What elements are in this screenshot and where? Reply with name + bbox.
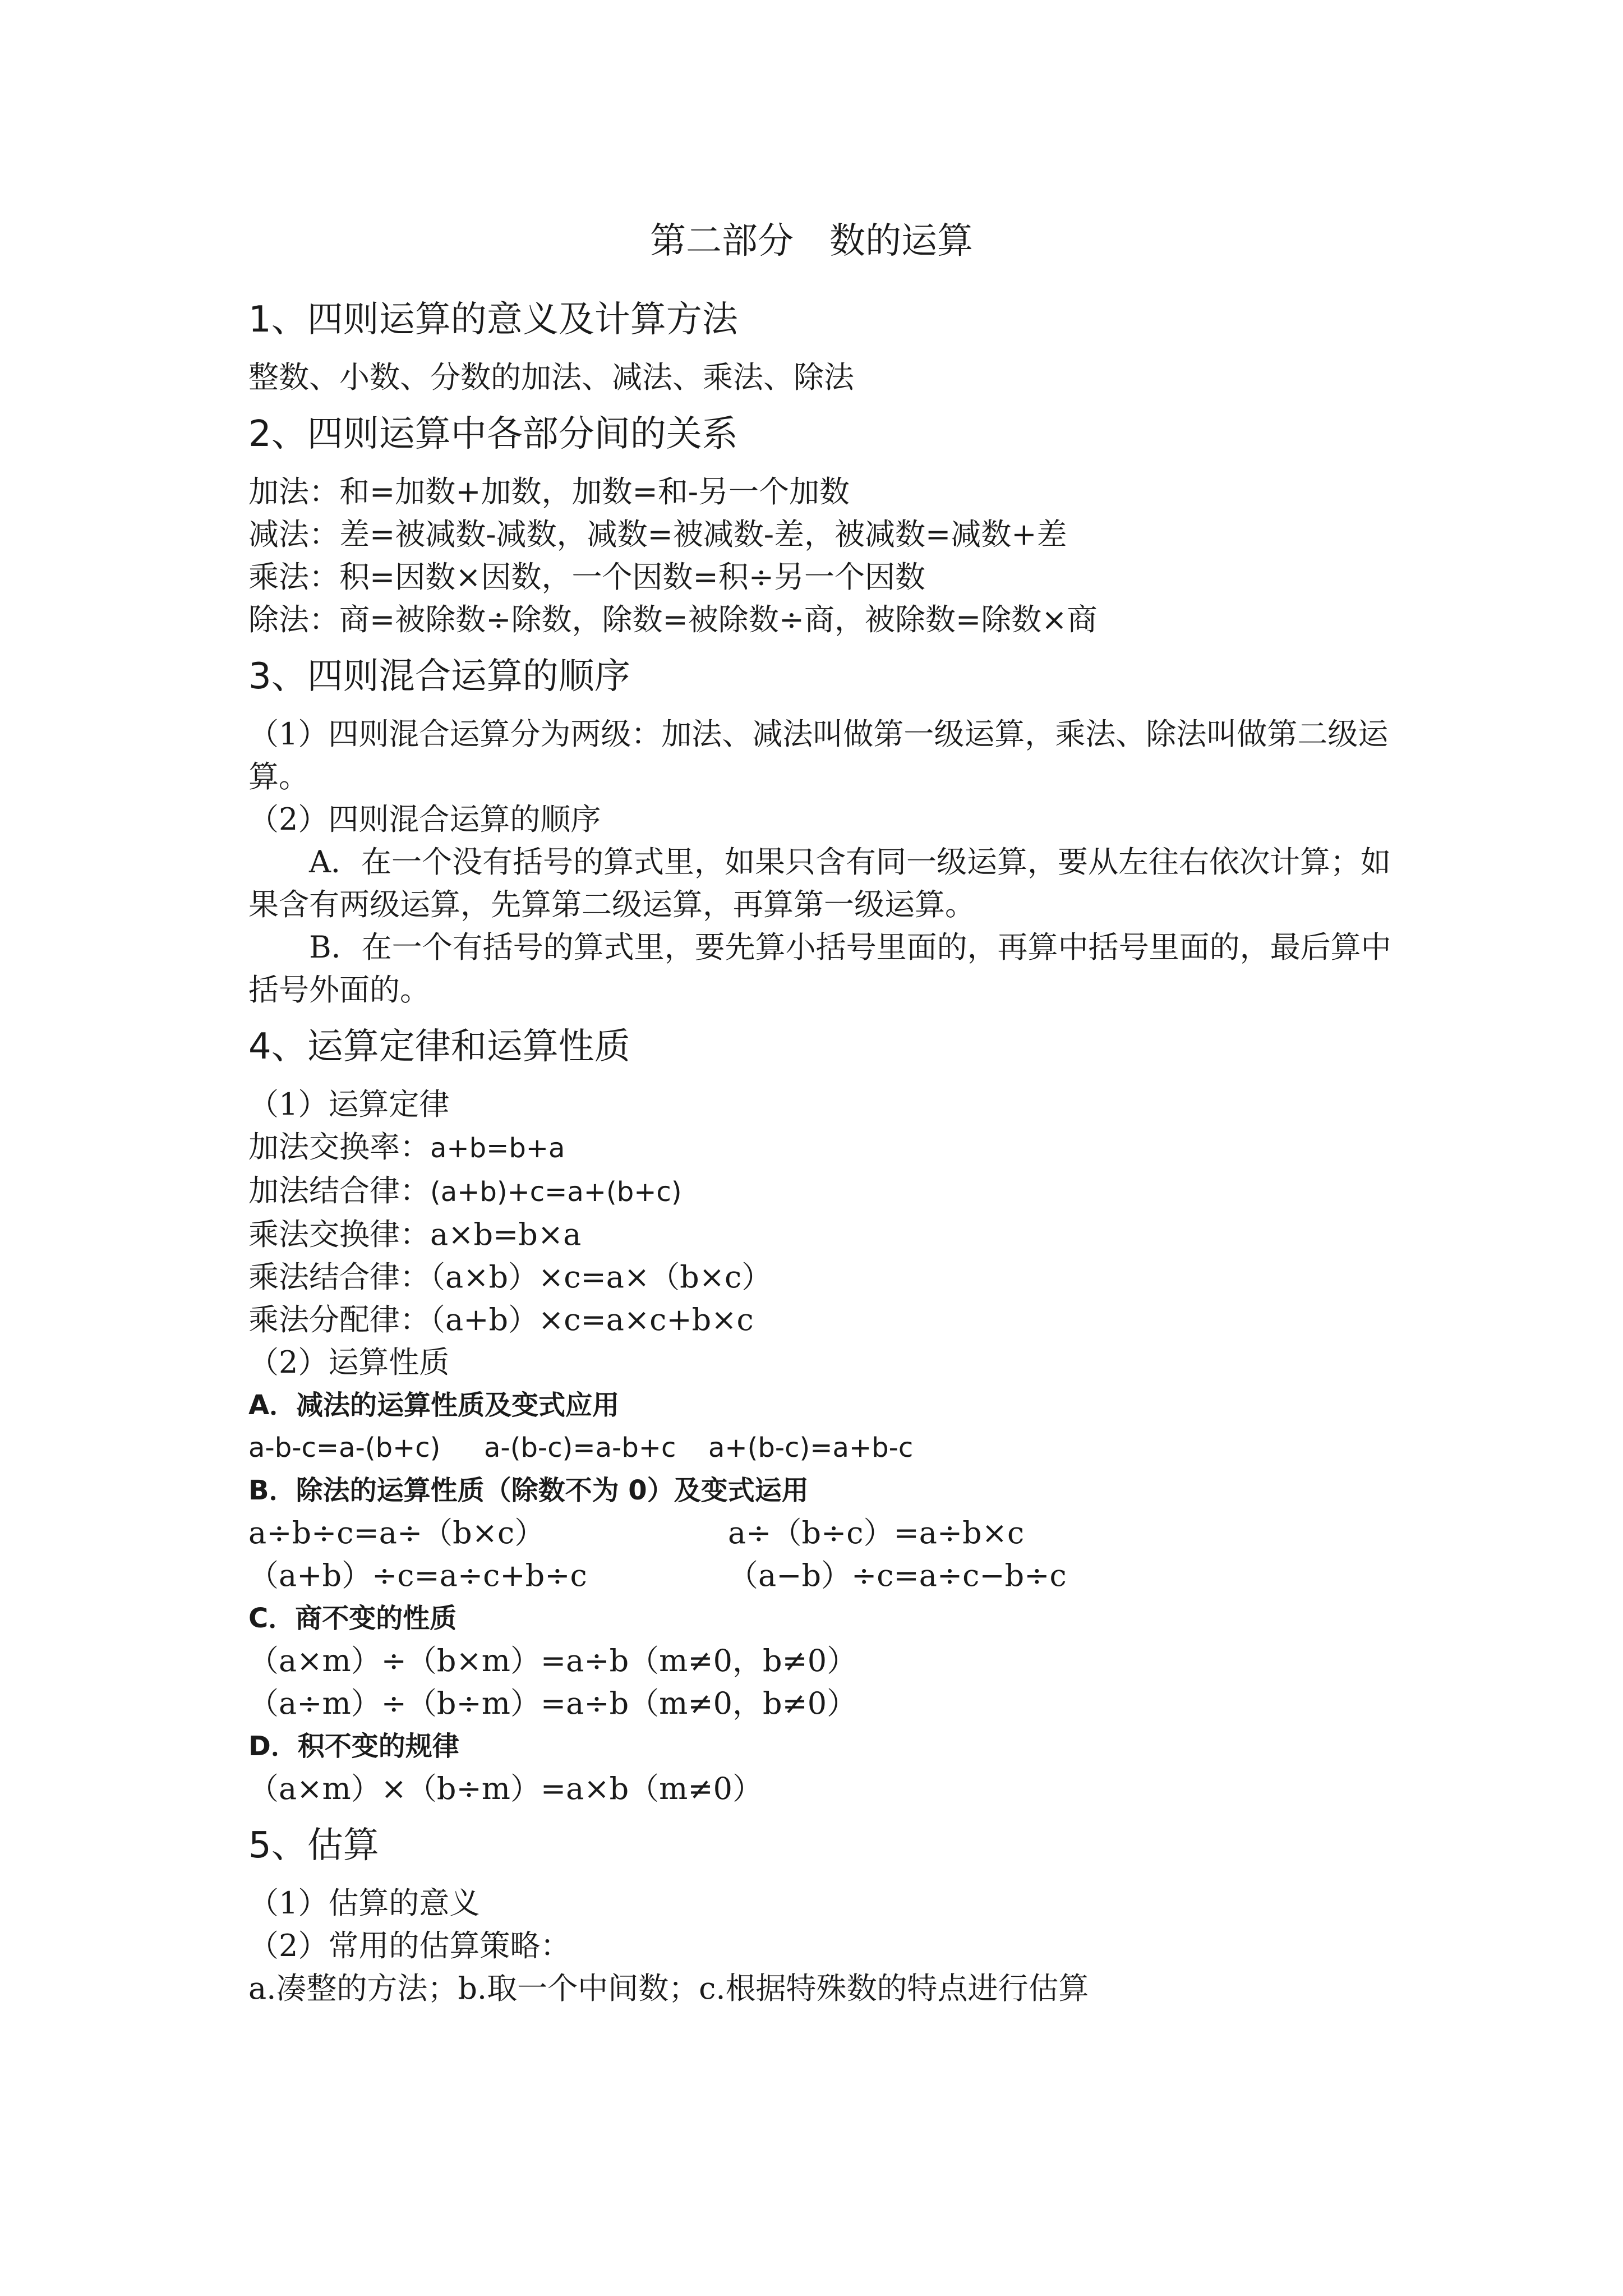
property-b-row (248, 1512, 1393, 1554)
formula: a-(b-c)=a-b+c (484, 1432, 676, 1464)
section-2-heading: 2、四则运算中各部分间的关系 (248, 413, 738, 455)
law-formula: (a+b)+c=a+(b+c) (430, 1176, 682, 1208)
estimation-strategies: a.凑整的方法；b.取一个中间数；c.根据特殊数的特点进行估算 (248, 1971, 1089, 2006)
formula: （a+b）÷c=a÷c+b÷c (248, 1558, 587, 1593)
formula: a÷（b÷c）=a÷b×c (728, 1515, 1025, 1550)
relations-list (248, 471, 1393, 641)
page-title: 第二部分 数的运算 (650, 220, 973, 262)
formula: （a×m）÷（b×m）=a÷b（m≠0，b≠0） (248, 1643, 857, 1678)
relation-addition: 加法：和=加数+加数，加数=和-另一个加数 (248, 474, 850, 509)
relation-division: 除法：商=被除数÷除数，除数=被除数÷商，被除数=除数×商 (248, 602, 1098, 637)
law-item (248, 1126, 1393, 1170)
law-label: 加法交换率： (248, 1129, 430, 1165)
property-b-row (248, 1554, 1393, 1597)
law-label: 加法结合律： (248, 1173, 430, 1208)
estimation-meaning: （1）估算的意义 (248, 1885, 480, 1921)
order-rule-b: B．在一个有括号的算式里，要先算小括号里面的，再算中括号里面的，最后算中括号外面的。 (248, 930, 1391, 1007)
law-formula: a×b=b×a (430, 1217, 582, 1252)
section-5-heading: 5、估算 (248, 1825, 379, 1866)
law-formula: （a+b）×c=a×c+b×c (430, 1302, 754, 1337)
formula: （a−b）÷c=a÷c−b÷c (728, 1558, 1067, 1593)
law-item (248, 1213, 1393, 1256)
order-rule-a: A．在一个没有括号的算式里，如果只含有同一级运算，要从左往右依次计算；如果含有两级运算，先算第二级运算，再算第一级运算。 (248, 844, 1391, 922)
relation-multiplication: 乘法：积=因数×因数，一个因数=积÷另一个因数 (248, 559, 925, 595)
property-c-title: C．商不变的性质 (248, 1603, 457, 1634)
law-item (248, 1256, 1393, 1299)
property-d-title: D．积不变的规律 (248, 1731, 459, 1762)
law-label: 乘法结合律： (248, 1259, 430, 1295)
formula: （a×m）×（b÷m）=a×b（m≠0） (248, 1771, 763, 1806)
property-a-formulas (248, 1427, 1393, 1469)
law-item (248, 1299, 1393, 1341)
law-formula: a+b=b+a (430, 1133, 565, 1164)
section-1-text: 整数、小数、分数的加法、减法、乘法、除法 (248, 360, 854, 395)
relation-subtraction: 减法：差=被减数-减数，减数=被减数-差，被减数=减数+差 (248, 517, 1067, 552)
section-4-heading: 4、运算定律和运算性质 (248, 1026, 630, 1068)
law-formula: （a×b）×c=a×（b×c） (430, 1259, 772, 1295)
formula: a-b-c=a-(b+c) (248, 1432, 441, 1464)
formula: a+(b-c)=a+b-c (708, 1432, 914, 1464)
section-1-heading: 1、四则运算的意义及计算方法 (248, 299, 738, 341)
order-paragraph-2: （2）四则混合运算的顺序 (248, 802, 601, 837)
laws-subheading: （1）运算定律 (248, 1087, 450, 1122)
law-item (248, 1170, 1393, 1213)
property-a-title: A．减法的运算性质及变式应用 (248, 1389, 620, 1421)
order-paragraph-1: （1）四则混合运算分为两级：加法、减法叫做第一级运算，乘法、除法叫做第二级运算。 (248, 716, 1389, 794)
formula: （a÷m）÷（b÷m）=a÷b（m≠0，b≠0） (248, 1686, 857, 1721)
law-label: 乘法交换律： (248, 1217, 430, 1252)
formula: a÷b÷c=a÷（b×c） (248, 1515, 545, 1550)
properties-subheading: （2）运算性质 (248, 1345, 450, 1380)
document-body (248, 295, 1393, 2010)
estimation-strategies-heading: （2）常用的估算策略： (248, 1928, 571, 1963)
law-label: 乘法分配律： (248, 1302, 430, 1337)
section-3-heading: 3、四则混合运算的顺序 (248, 656, 630, 697)
property-b-title: B．除法的运算性质（除数不为 0）及变式运用 (248, 1475, 809, 1506)
laws-list (248, 1126, 1393, 1341)
